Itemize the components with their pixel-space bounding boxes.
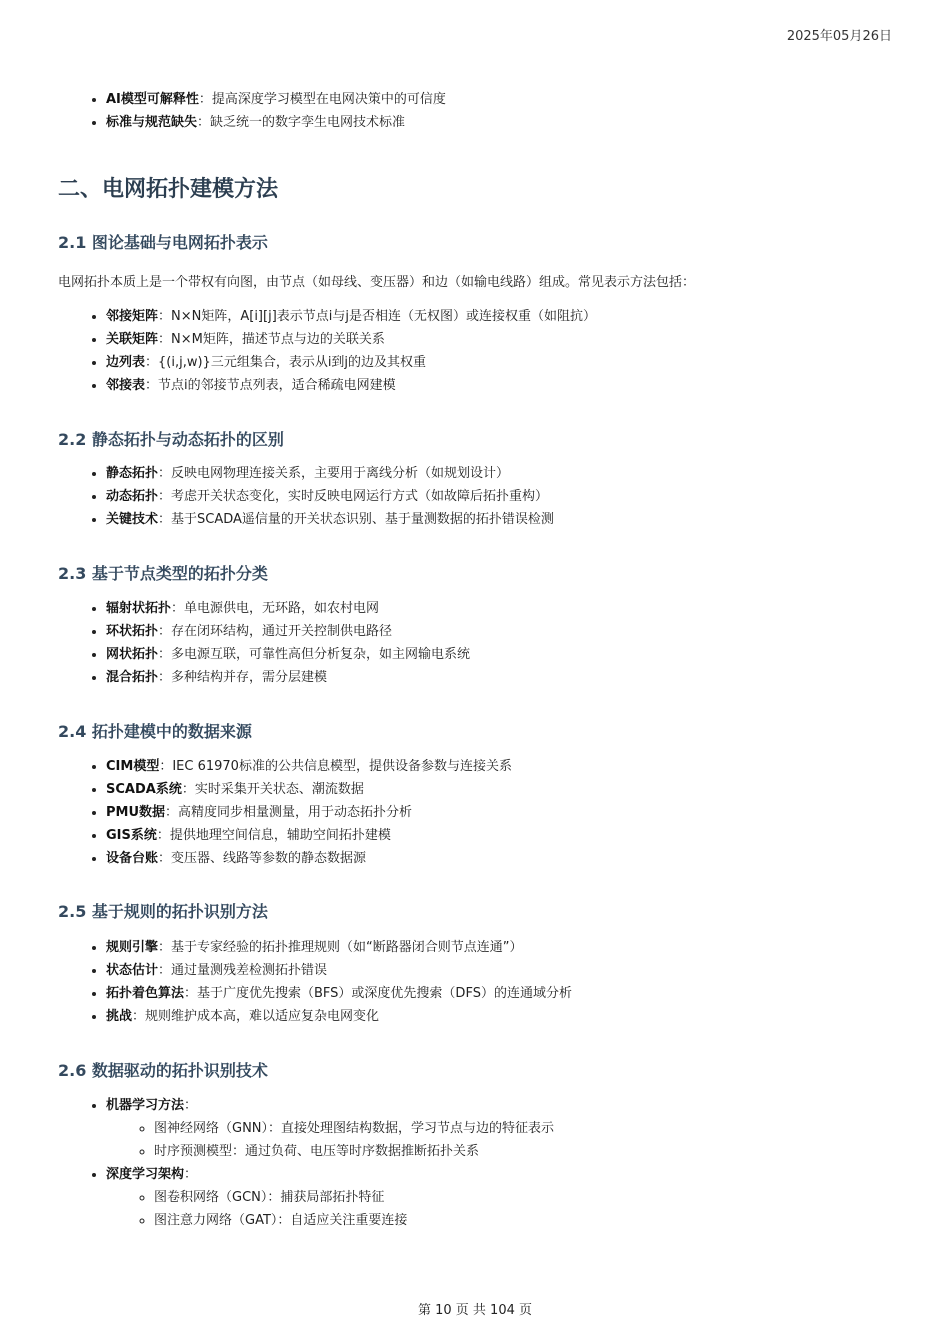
subsection-title-2-5: 2.5 基于规则的拓扑识别方法: [58, 902, 268, 921]
list-item: • 混合拓扑：多种结构并存，需分层建模: [106, 666, 898, 689]
list-item: • CIM模型：IEC 61970标准的公共信息模型，提供设备参数与连接关系: [106, 755, 898, 778]
list-item: • 邻接矩阵：N×N矩阵，A[i][j]表示节点i与j是否相连（无权图）或连接权重（如阻抗）: [106, 305, 898, 328]
section-title: 二、电网拓扑建模方法: [58, 177, 279, 202]
intro-paragraph: 电网拓扑本质上是一个带权有向图，由节点（如母线、变压器）和边（如输电线路）组成。常见表示方法包括：: [58, 275, 696, 290]
list-item: • 邻接表：节点i的邻接节点列表，适合稀疏电网建模: [106, 374, 898, 397]
list-item: • 机器学习方法： ◦ 图神经网络（GNN）：直接处理图结构数据，学习节点与边的特征表示 ◦ 时序预测模型：通过负荷、电压等时序数据推断拓扑关系: [106, 1094, 898, 1163]
list-item: • 设备台账：变压器、线路等参数的静态数据源: [106, 847, 898, 870]
list-item: • 边列表：{(i,j,w)}三元组集合，表示从i到j的边及其权重: [106, 351, 898, 374]
list-item: • 规则引擎：基于专家经验的拓扑推理规则（如“断路器闭合则节点连通”）: [106, 936, 898, 959]
list-item: • 状态估计：通过量测残差检测拓扑错误: [106, 959, 898, 982]
list-item: • PMU数据：高精度同步相量测量，用于动态拓扑分析: [106, 801, 898, 824]
subsection-title-2-2: 2.2 静态拓扑与动态拓扑的区别: [58, 430, 284, 449]
sub-list-item: ◦ 图卷积网络（GCN）：捕获局部拓扑特征: [154, 1186, 898, 1209]
list-item: • 拓扑着色算法：基于广度优先搜索（BFS）或深度优先搜索（DFS）的连通域分析: [106, 982, 898, 1005]
subsection-title-2-1: 2.1 图论基础与电网拓扑表示: [58, 233, 268, 252]
subsection-title-2-4: 2.4 拓扑建模中的数据来源: [58, 722, 252, 741]
list-item: • 环状拓扑：存在闭环结构，通过开关控制供电路径: [106, 620, 898, 643]
page-number-footer: 第 10 页 共 104 页: [417, 1303, 533, 1318]
list-item: • 静态拓扑：反映电网物理连接关系，主要用于离线分析（如规划设计）: [106, 462, 898, 485]
s21-list: [58, 305, 898, 397]
list-item: • 网状拓扑：多电源互联，可靠性高但分析复杂，如主网输电系统: [106, 643, 898, 666]
list-item: • SCADA系统：实时采集开关状态、潮流数据: [106, 778, 898, 801]
sub-list-item: ◦ 图注意力网络（GAT）：自适应关注重要连接: [154, 1209, 898, 1232]
s26-list: [58, 1094, 898, 1232]
s25-list: [58, 936, 898, 1028]
print-date: 2025年05月26日: [786, 29, 892, 44]
list-item: • 动态拓扑：考虑开关状态变化，实时反映电网运行方式（如故障后拓扑重构）: [106, 485, 898, 508]
list-item: • 关键技术：基于SCADA遥信量的开关状态识别、基于量测数据的拓扑错误检测: [106, 508, 898, 531]
list-item: • 关联矩阵：N×M矩阵，描述节点与边的关联关系: [106, 328, 898, 351]
sub-list-item: ◦ 时序预测模型：通过负荷、电压等时序数据推断拓扑关系: [154, 1140, 898, 1163]
subsection-title-2-6: 2.6 数据驱动的拓扑识别技术: [58, 1061, 268, 1080]
s23-list: [58, 597, 898, 689]
list-item: • 深度学习架构： ◦ 图卷积网络（GCN）：捕获局部拓扑特征 ◦ 图注意力网络（GAT）：自适应关注重要连接: [106, 1163, 898, 1232]
list-item: • GIS系统：提供地理空间信息，辅助空间拓扑建模: [106, 824, 898, 847]
list-item: • 标准与规范缺失：缺乏统一的数字孪生电网技术标准: [106, 111, 898, 134]
s24-list: [58, 755, 898, 870]
list-item: • 辐射状拓扑：单电源供电，无环路，如农村电网: [106, 597, 898, 620]
top-bullet-list: [58, 88, 898, 134]
list-item: • AI模型可解释性：提高深度学习模型在电网决策中的可信度: [106, 88, 898, 111]
s22-list: [58, 462, 898, 531]
sub-list-item: ◦ 图神经网络（GNN）：直接处理图结构数据，学习节点与边的特征表示: [154, 1117, 898, 1140]
subsection-title-2-3: 2.3 基于节点类型的拓扑分类: [58, 564, 268, 583]
list-item: • 挑战：规则维护成本高，难以适应复杂电网变化: [106, 1005, 898, 1028]
